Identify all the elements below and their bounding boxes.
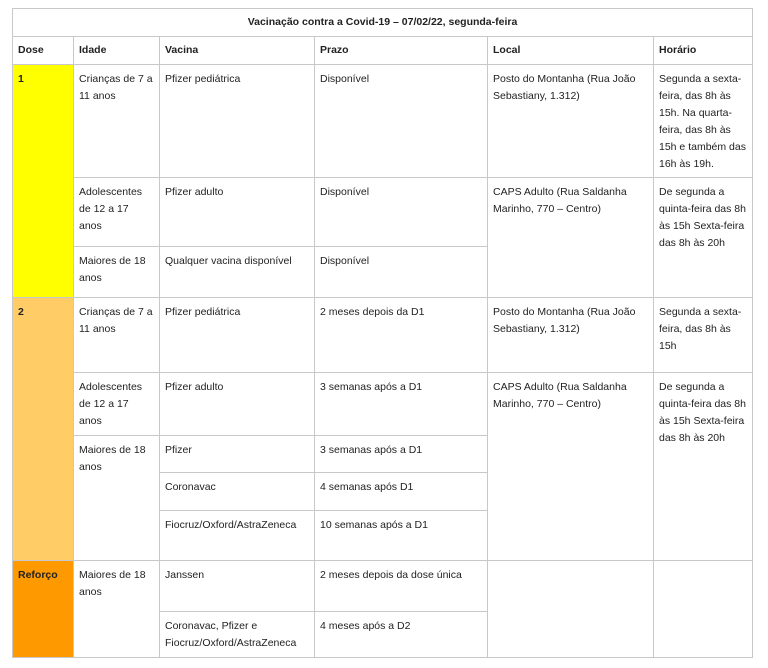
header-dose: Dose bbox=[13, 37, 74, 65]
prazo-cell: 4 meses após a D2 bbox=[315, 612, 488, 658]
vacina-cell: Coronavac, Pfizer e Fiocruz/Oxford/AstraZeneca bbox=[160, 612, 315, 658]
prazo-cell: Disponível bbox=[315, 65, 488, 178]
local-cell: Posto do Montanha (Rua João Sebastiany, 1.312) bbox=[488, 298, 654, 373]
horario-cell: Segunda a sexta-feira, das 8h às 15h. Na quarta-feira, das 8h às 15h e também das 16h às 19h. bbox=[654, 65, 753, 178]
header-idade: Idade bbox=[74, 37, 160, 65]
vacina-cell: Fiocruz/Oxford/AstraZeneca bbox=[160, 511, 315, 561]
header-horario: Horário bbox=[654, 37, 753, 65]
dose-reforco-cell: Reforço bbox=[13, 561, 74, 658]
horario-cell: De segunda a quinta-feira das 8h às 15h Sexta-feira das 8h às 20h bbox=[654, 178, 753, 298]
horario-cell bbox=[654, 561, 753, 658]
vacina-cell: Pfizer pediátrica bbox=[160, 298, 315, 373]
prazo-cell: 3 semanas após a D1 bbox=[315, 373, 488, 436]
table-row bbox=[13, 65, 753, 178]
vaccination-table bbox=[12, 8, 753, 658]
vacina-cell: Pfizer adulto bbox=[160, 373, 315, 436]
prazo-cell: Disponível bbox=[315, 178, 488, 247]
prazo-cell: Disponível bbox=[315, 247, 488, 298]
table-title: Vacinação contra a Covid-19 – 07/02/22, segunda-feira bbox=[13, 9, 753, 37]
idade-cell: Crianças de 7 a 11 anos bbox=[74, 65, 160, 178]
header-local: Local bbox=[488, 37, 654, 65]
idade-cell: Adolescentes de 12 a 17 anos bbox=[74, 178, 160, 247]
dose-1-cell: 1 bbox=[13, 65, 74, 298]
header-prazo: Prazo bbox=[315, 37, 488, 65]
vacina-cell: Pfizer bbox=[160, 436, 315, 473]
local-cell: CAPS Adulto (Rua Saldanha Marinho, 770 – Centro) bbox=[488, 373, 654, 561]
idade-cell: Maiores de 18 anos bbox=[74, 436, 160, 561]
horario-cell: De segunda a quinta-feira das 8h às 15h Sexta-feira das 8h às 20h bbox=[654, 373, 753, 561]
table-row bbox=[13, 178, 753, 247]
prazo-cell: 3 semanas após a D1 bbox=[315, 436, 488, 473]
table-row bbox=[13, 298, 753, 373]
local-cell: Posto do Montanha (Rua João Sebastiany, 1.312) bbox=[488, 65, 654, 178]
prazo-cell: 4 semanas após D1 bbox=[315, 473, 488, 511]
idade-cell: Maiores de 18 anos bbox=[74, 561, 160, 658]
local-cell bbox=[488, 561, 654, 658]
table-row bbox=[13, 373, 753, 436]
title-row bbox=[13, 9, 753, 37]
header-row bbox=[13, 37, 753, 65]
vacina-cell: Coronavac bbox=[160, 473, 315, 511]
idade-cell: Adolescentes de 12 a 17 anos bbox=[74, 373, 160, 436]
prazo-cell: 2 meses depois da dose única bbox=[315, 561, 488, 612]
dose-2-cell: 2 bbox=[13, 298, 74, 561]
horario-cell: Segunda a sexta-feira, das 8h às 15h bbox=[654, 298, 753, 373]
local-cell: CAPS Adulto (Rua Saldanha Marinho, 770 – Centro) bbox=[488, 178, 654, 298]
vacina-cell: Qualquer vacina disponível bbox=[160, 247, 315, 298]
vacina-cell: Pfizer pediátrica bbox=[160, 65, 315, 178]
prazo-cell: 10 semanas após a D1 bbox=[315, 511, 488, 561]
table-row bbox=[13, 561, 753, 612]
prazo-cell: 2 meses depois da D1 bbox=[315, 298, 488, 373]
idade-cell: Crianças de 7 a 11 anos bbox=[74, 298, 160, 373]
header-vacina: Vacina bbox=[160, 37, 315, 65]
vacina-cell: Pfizer adulto bbox=[160, 178, 315, 247]
vacina-cell: Janssen bbox=[160, 561, 315, 612]
idade-cell: Maiores de 18 anos bbox=[74, 247, 160, 298]
